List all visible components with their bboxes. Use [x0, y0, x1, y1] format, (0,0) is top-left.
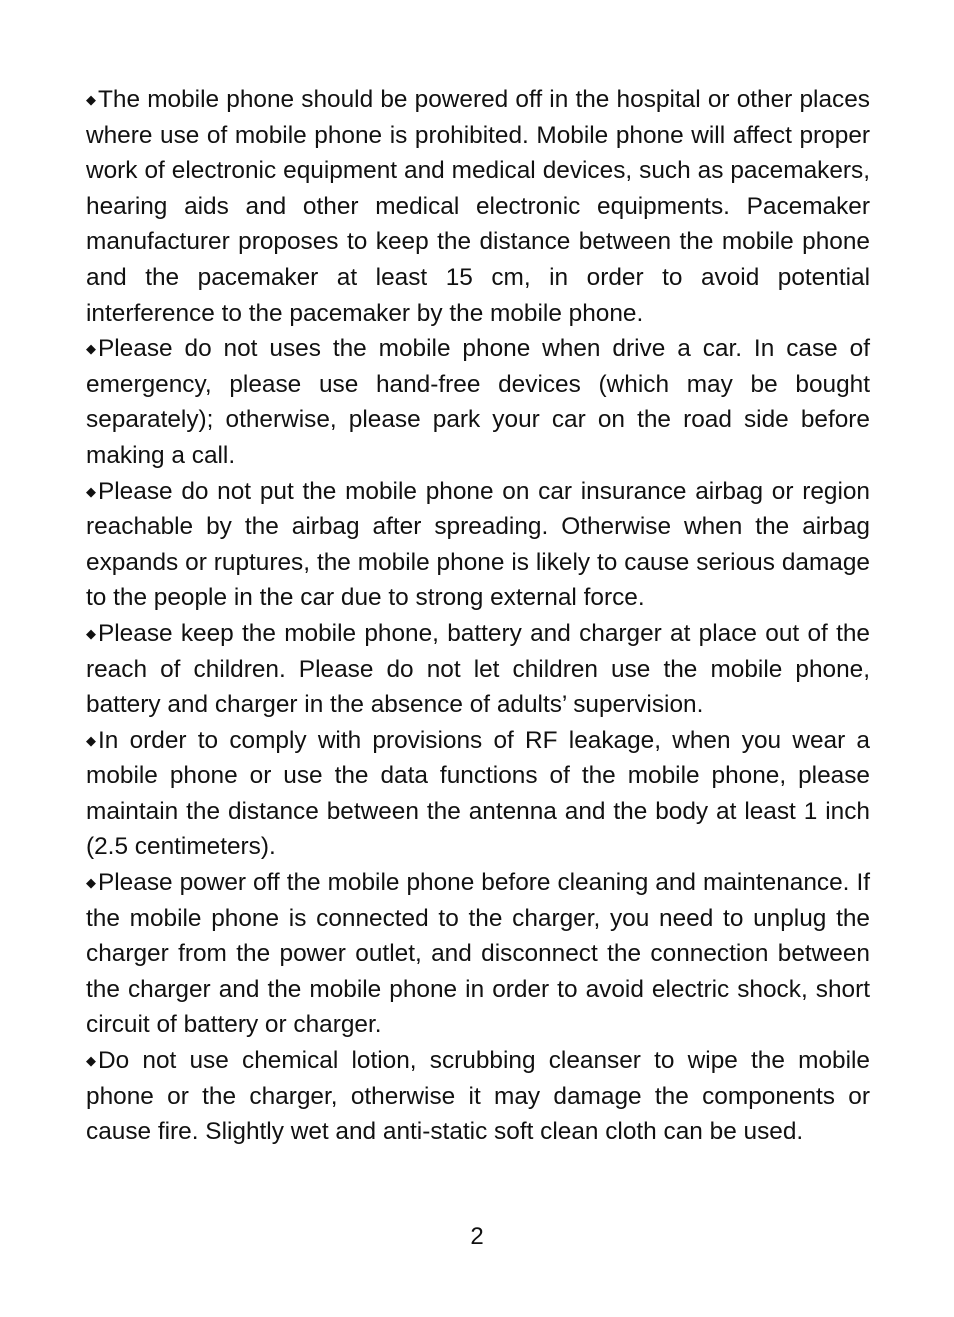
paragraph-text: Do not use chemical lotion, scrubbing cleanser to wipe the mobile phone or the charger, otherwise it may damage the components or cause fire. Slightly wet and anti-static soft clean cloth can be used.	[86, 1047, 870, 1146]
diamond-bullet-icon: ◆	[86, 875, 96, 891]
safety-paragraph-driving	[86, 331, 870, 473]
paragraph-text: Please keep the mobile phone, battery and charger at place out of the reach of children. Please do not let children use the mobile phone, battery and charger in the absence of adults’ supervision.	[86, 619, 870, 719]
paragraph-text: The mobile phone should be powered off in the hospital or other places where use of mobile phone is prohibited. Mobile phone will affect proper work of electronic equipment and medical devices, such as pacemakers, hearing aids and other medical electronic equipments. Pacemaker manufacturer proposes to keep the distance between the mobile phone and the pacemaker at least 15 cm, in order to avoid potential interference to the pacemaker by the mobile phone.	[86, 86, 870, 327]
safety-paragraph-rf-leakage	[86, 723, 870, 865]
safety-paragraph-children	[86, 616, 870, 723]
diamond-bullet-icon: ◆	[86, 625, 96, 641]
diamond-bullet-icon: ◆	[86, 483, 96, 499]
safety-paragraph-chemicals	[86, 1043, 870, 1150]
safety-paragraph-airbag	[86, 474, 870, 616]
safety-paragraph-cleaning	[86, 865, 870, 1043]
paragraph-text: Please do not uses the mobile phone when drive a car. In case of emergency, please use hand-free devices (which may be bought separately); otherwise, please park your car on the road side before making a call.	[86, 335, 870, 469]
document-body	[86, 82, 870, 1150]
paragraph-text: Please do not put the mobile phone on car insurance airbag or region reachable by the airbag after spreading. Otherwise when the airbag expands or ruptures, the mobile phone is likely to cause serious damage to the people in the car due to strong external force.	[86, 477, 870, 612]
paragraph-text: In order to comply with provisions of RF leakage, when you wear a mobile phone or use the data functions of the mobile phone, please maintain the distance between the antenna and the body at least 1 inch (2.5 centimeters).	[86, 726, 870, 861]
page-number: 2	[470, 1223, 484, 1250]
safety-paragraph-hospital	[86, 82, 870, 331]
diamond-bullet-icon: ◆	[86, 92, 96, 107]
diamond-bullet-icon: ◆	[86, 732, 96, 748]
diamond-bullet-icon: ◆	[86, 341, 96, 357]
diamond-bullet-icon: ◆	[86, 1053, 96, 1069]
paragraph-text: Please power off the mobile phone before cleaning and maintenance. If the mobile phone is connected to the charger, you need to unplug the charger from the power outlet, and disconnect the connection between the charger and the mobile phone in order to avoid electric shock, short circuit of battery or charger.	[86, 869, 870, 1039]
